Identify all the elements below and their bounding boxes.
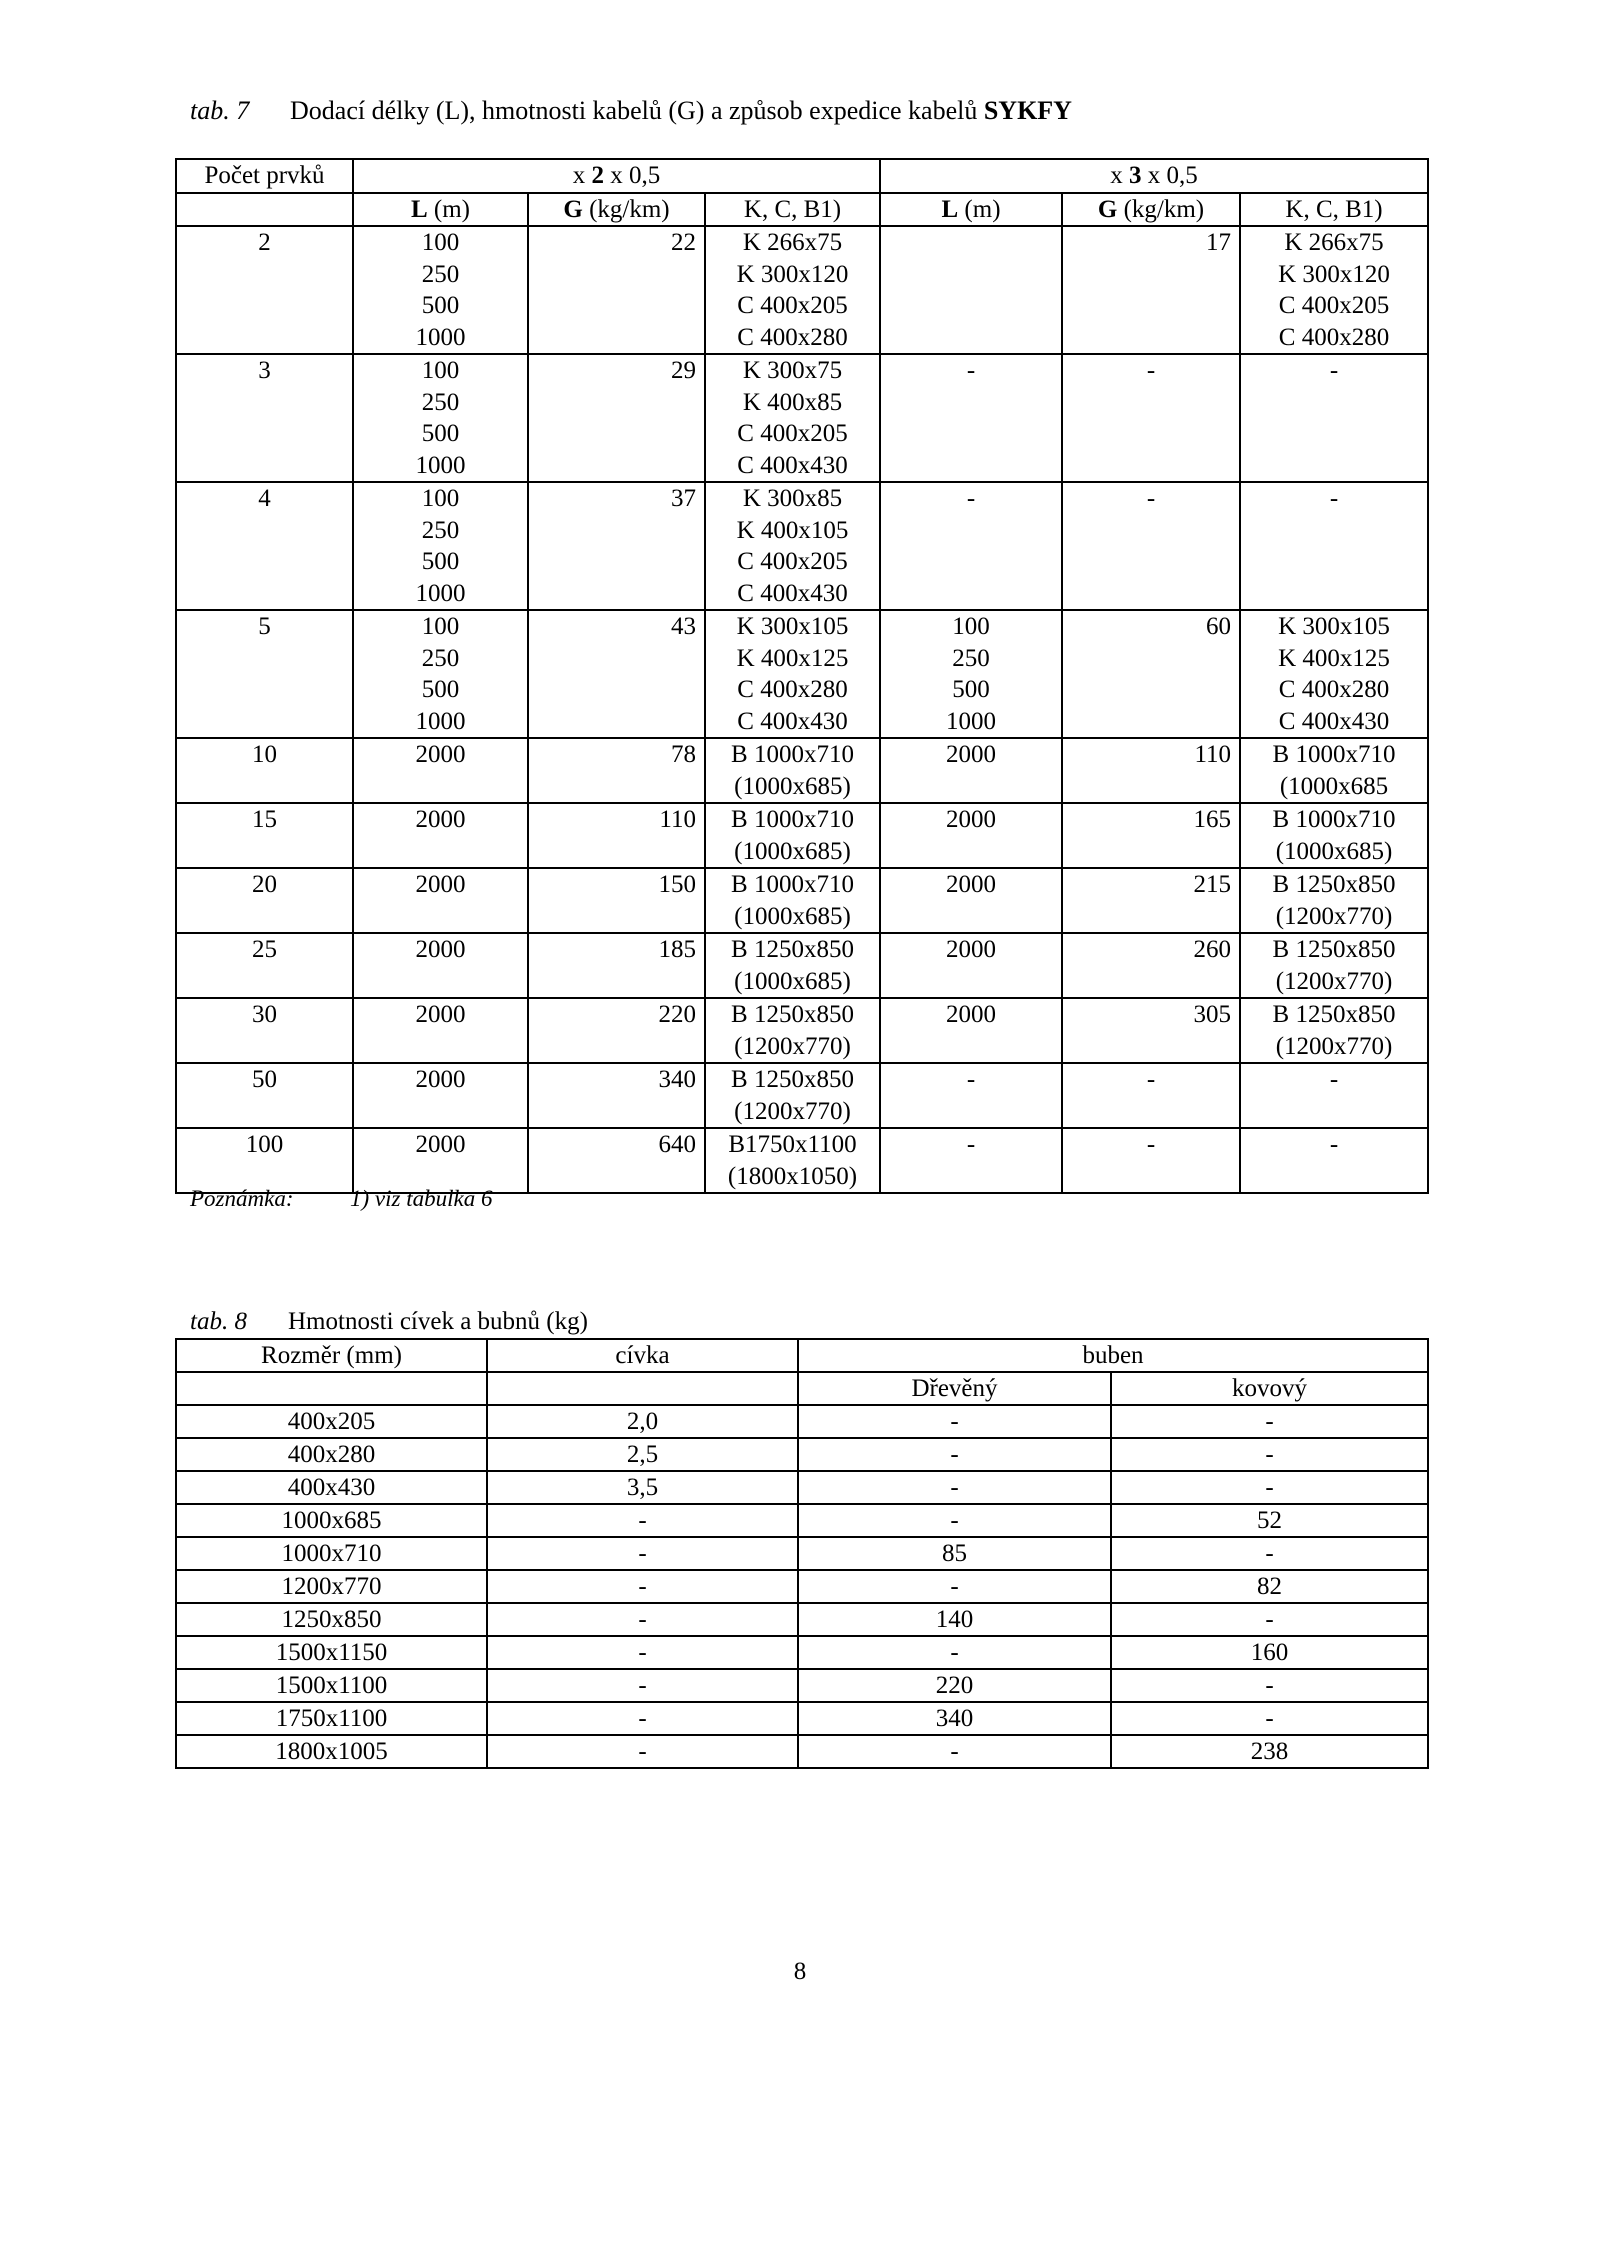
header-group-3-pre: x <box>1110 162 1130 189</box>
cell-count: 20 <box>176 868 353 933</box>
cell-l2-line: 500 <box>421 676 460 703</box>
cell-k2-line: B 1250x850 <box>731 936 854 963</box>
table-row <box>176 1504 1428 1537</box>
cell-civka: - <box>487 1735 798 1768</box>
cell-k2 <box>705 738 880 803</box>
cell-drevo: - <box>798 1405 1111 1438</box>
cell-l3-line: 100 <box>952 613 990 640</box>
cell-g2: 640 <box>528 1128 705 1193</box>
cell-k3-line: K 266x75 <box>1284 229 1384 256</box>
cell-k3 <box>1240 226 1428 354</box>
cell-g2: 220 <box>528 998 705 1063</box>
table-8-number: tab. 8 <box>190 1308 247 1335</box>
cell-l2 <box>353 1128 528 1193</box>
cell-k2-line: K 300x120 <box>736 260 849 288</box>
cell-size: 1500x1100 <box>176 1669 487 1702</box>
cell-k2-line: C 400x205 <box>737 292 848 319</box>
table-row <box>176 1603 1428 1636</box>
cell-civka: 2,5 <box>487 1438 798 1471</box>
cell-drevo: - <box>798 1735 1111 1768</box>
cell-k3-line: (1000x685 <box>1279 772 1389 800</box>
cell-l2 <box>353 803 528 868</box>
cell-l2-line: 100 <box>421 357 460 384</box>
cell-l3-line: 2000 <box>946 1001 997 1028</box>
cell-l3-line: - <box>966 1131 976 1158</box>
header-group-3x05 <box>880 159 1428 193</box>
header-size: Rozměr (mm) <box>176 1339 487 1372</box>
cell-drevo: 140 <box>798 1603 1111 1636</box>
cell-g2: 110 <box>528 803 705 868</box>
header-count-cont <box>176 193 353 227</box>
cell-kov: - <box>1111 1702 1428 1735</box>
cell-count: 3 <box>176 354 353 482</box>
table-row <box>176 1438 1428 1471</box>
cell-civka: - <box>487 1702 798 1735</box>
cell-k3-line: B 1000x710 <box>1272 741 1396 768</box>
cell-l2 <box>353 610 528 738</box>
cell-g3: 215 <box>1062 868 1240 933</box>
cell-k2 <box>705 868 880 933</box>
cell-k3 <box>1240 354 1428 482</box>
cell-k3 <box>1240 1128 1428 1193</box>
note-text: 1) viz tabulka 6 <box>350 1186 493 1211</box>
cell-l3-line: 2000 <box>946 741 997 768</box>
header-l <box>880 193 1062 227</box>
cell-k2-line: K 400x85 <box>742 388 843 416</box>
cell-k2-line: B 1000x710 <box>731 871 854 898</box>
cell-civka: - <box>487 1537 798 1570</box>
cell-l2-line: 250 <box>421 388 460 416</box>
table-row <box>176 1405 1428 1438</box>
cell-drevo: - <box>798 1438 1111 1471</box>
cell-k2-line: (1000x685) <box>734 902 851 930</box>
cell-l2 <box>353 354 528 482</box>
table-8-body <box>176 1405 1428 1768</box>
header-kcb: K, C, B1) <box>1240 193 1428 227</box>
cell-l2-line: 1000 <box>415 707 466 735</box>
header-group-2-bold: 2 <box>591 162 604 189</box>
cell-drevo: 85 <box>798 1537 1111 1570</box>
cell-l3 <box>880 226 1062 354</box>
cell-kov: - <box>1111 1438 1428 1471</box>
cell-k3-line: - <box>1329 1066 1339 1093</box>
table-row <box>176 1636 1428 1669</box>
cell-l2-line: 2000 <box>415 1131 466 1158</box>
cell-civka: - <box>487 1570 798 1603</box>
cell-k3-line: (1200x770) <box>1275 902 1393 930</box>
cell-k3-line: K 400x125 <box>1278 644 1390 672</box>
header-drevo: Dřevěný <box>798 1372 1111 1405</box>
cell-l3-line: 2000 <box>946 806 997 833</box>
cell-k3-line: B 1000x710 <box>1272 806 1396 833</box>
table-7-title <box>290 96 1072 126</box>
table-row <box>176 1735 1428 1768</box>
header-group-2-post: x 0,5 <box>604 162 661 189</box>
header-kov: kovový <box>1111 1372 1428 1405</box>
cell-k2-line: B1750x1100 <box>728 1131 857 1158</box>
page-number: 8 <box>793 1958 807 1985</box>
cell-drevo: - <box>798 1504 1111 1537</box>
cell-drevo: 220 <box>798 1669 1111 1702</box>
cell-l2-line: 2000 <box>415 871 466 898</box>
cell-count: 30 <box>176 998 353 1063</box>
table-row <box>176 482 1428 610</box>
header-kcb: K, C, B1) <box>705 193 880 227</box>
cell-k2-line: C 400x430 <box>737 451 848 479</box>
cell-k3 <box>1240 482 1428 610</box>
cell-civka: - <box>487 1669 798 1702</box>
cell-k2-line: (1000x685) <box>734 967 851 995</box>
cell-l3-line: - <box>966 357 976 384</box>
header-l <box>353 193 528 227</box>
cell-civka: 2,0 <box>487 1405 798 1438</box>
table-row <box>176 1128 1428 1193</box>
cell-count: 15 <box>176 803 353 868</box>
cell-k3-line: B 1250x850 <box>1272 871 1396 898</box>
cell-g3: - <box>1062 354 1240 482</box>
cell-kov: 160 <box>1111 1636 1428 1669</box>
cell-k3-line: C 400x280 <box>1278 323 1390 351</box>
cell-kov: - <box>1111 1405 1428 1438</box>
header-group-3-bold: 3 <box>1129 162 1142 189</box>
cell-l2-line: 100 <box>421 485 460 512</box>
cell-k2-line: B 1250x850 <box>731 1066 854 1093</box>
cell-kov: - <box>1111 1537 1428 1570</box>
cell-k2-line: C 400x205 <box>737 420 848 447</box>
header-l-bold: L <box>941 195 959 223</box>
cell-k3 <box>1240 933 1428 998</box>
cell-count: 50 <box>176 1063 353 1128</box>
cell-count: 2 <box>176 226 353 354</box>
cell-size: 400x280 <box>176 1438 487 1471</box>
header-count: Počet prvků <box>176 159 353 193</box>
cell-k2-line: C 400x280 <box>737 323 848 351</box>
cell-k2-line: (1000x685) <box>734 837 851 865</box>
header-civka: cívka <box>487 1339 798 1372</box>
cell-l2-line: 1000 <box>415 451 466 479</box>
cell-k3-line: (1000x685) <box>1275 837 1393 865</box>
cell-l2-line: 1000 <box>415 323 466 351</box>
cell-g3: 260 <box>1062 933 1240 998</box>
cell-k2-line: B 1250x850 <box>731 1001 854 1028</box>
cell-k2 <box>705 998 880 1063</box>
cell-k2 <box>705 1128 880 1193</box>
cell-kov: 82 <box>1111 1570 1428 1603</box>
cell-l2 <box>353 868 528 933</box>
cell-count: 100 <box>176 1128 353 1193</box>
table-row <box>176 354 1428 482</box>
header-g <box>1062 193 1240 227</box>
table-row <box>176 868 1428 933</box>
cell-k3-line: C 400x280 <box>1278 676 1390 703</box>
header-civka-cont <box>487 1372 798 1405</box>
header-size-cont <box>176 1372 487 1405</box>
cell-l3 <box>880 933 1062 998</box>
cell-drevo: - <box>798 1471 1111 1504</box>
cell-civka: - <box>487 1636 798 1669</box>
table-row <box>176 1570 1428 1603</box>
header-group-2-pre: x <box>572 162 592 189</box>
cell-g2: 22 <box>528 226 705 354</box>
cell-size: 1000x710 <box>176 1537 487 1570</box>
cell-l2-line: 2000 <box>415 806 466 833</box>
cell-k2-line: (1200x770) <box>734 1032 851 1060</box>
cell-k3 <box>1240 868 1428 933</box>
cell-k2-line: C 400x430 <box>737 579 848 607</box>
cell-l3-line: 2000 <box>946 871 997 898</box>
cell-k2 <box>705 482 880 610</box>
cell-l2-line: 1000 <box>415 579 466 607</box>
cell-size: 1000x685 <box>176 1504 487 1537</box>
cell-k3 <box>1240 738 1428 803</box>
cell-count: 5 <box>176 610 353 738</box>
cell-k2 <box>705 933 880 998</box>
cell-k3 <box>1240 998 1428 1063</box>
cell-k3-line: C 400x430 <box>1278 707 1390 735</box>
cell-l2-line: 2000 <box>415 1066 466 1093</box>
cell-l2-line: 250 <box>421 260 460 288</box>
cell-l2-line: 250 <box>421 644 460 672</box>
cell-l3-line: 500 <box>952 676 990 703</box>
cell-k3 <box>1240 803 1428 868</box>
cell-g2: 78 <box>528 738 705 803</box>
cell-g3: - <box>1062 1063 1240 1128</box>
cell-k3-line: - <box>1329 357 1339 384</box>
table-row <box>176 1471 1428 1504</box>
cell-k2-line: K 300x75 <box>742 357 843 384</box>
cell-count: 25 <box>176 933 353 998</box>
header-g-bold: G <box>563 195 583 223</box>
cell-g3: 60 <box>1062 610 1240 738</box>
cell-k2-line: C 400x430 <box>737 707 848 735</box>
cell-l2 <box>353 1063 528 1128</box>
header-l-unit: (m) <box>958 195 1001 223</box>
cell-k3 <box>1240 610 1428 738</box>
table-row <box>176 933 1428 998</box>
cell-size: 1800x1005 <box>176 1735 487 1768</box>
cell-l3 <box>880 803 1062 868</box>
table-7 <box>175 158 1429 1194</box>
cell-k2-line: B 1000x710 <box>731 741 854 768</box>
header-l-unit: (m) <box>427 195 471 223</box>
table-7-number: tab. 7 <box>190 96 250 125</box>
cell-l2-line: 2000 <box>415 936 466 963</box>
cell-k2-line: K 300x105 <box>736 613 849 640</box>
cell-k3-line: C 400x205 <box>1278 292 1390 319</box>
table-8-title: Hmotnosti cívek a bubnů (kg) <box>288 1308 588 1335</box>
cell-k2-line: (1000x685) <box>734 772 851 800</box>
cell-k2 <box>705 803 880 868</box>
cell-l2 <box>353 738 528 803</box>
cell-g2: 29 <box>528 354 705 482</box>
cell-l3 <box>880 1063 1062 1128</box>
cell-k3 <box>1240 1063 1428 1128</box>
cell-size: 1200x770 <box>176 1570 487 1603</box>
cell-count: 10 <box>176 738 353 803</box>
table-7-body <box>176 226 1428 1193</box>
table-row <box>176 1669 1428 1702</box>
cell-civka: 3,5 <box>487 1471 798 1504</box>
cell-l2 <box>353 482 528 610</box>
cell-g2: 185 <box>528 933 705 998</box>
cell-k2 <box>705 354 880 482</box>
cell-g2: 37 <box>528 482 705 610</box>
cell-l3-line: 2000 <box>946 936 997 963</box>
cell-k2-line: (1800x1050) <box>727 1162 858 1190</box>
cell-g2: 150 <box>528 868 705 933</box>
cell-size: 1750x1100 <box>176 1702 487 1735</box>
cell-l2-line: 100 <box>421 229 460 256</box>
cell-l2-line: 500 <box>421 548 460 575</box>
cell-l3-line: - <box>966 485 976 512</box>
header-g-bold: G <box>1097 195 1118 223</box>
cell-drevo: 340 <box>798 1702 1111 1735</box>
cell-l2-line: 250 <box>421 516 460 544</box>
cell-k2 <box>705 610 880 738</box>
cell-l3 <box>880 482 1062 610</box>
table-row <box>176 1702 1428 1735</box>
cell-k2 <box>705 1063 880 1128</box>
cell-l3 <box>880 610 1062 738</box>
cell-k3-line: (1200x770) <box>1275 967 1393 995</box>
cell-l3 <box>880 1128 1062 1193</box>
cell-size: 400x205 <box>176 1405 487 1438</box>
cell-drevo: - <box>798 1570 1111 1603</box>
cell-l2-line: 2000 <box>415 741 466 768</box>
cell-g2: 43 <box>528 610 705 738</box>
header-g-unit: (kg/km) <box>582 195 670 223</box>
cell-l2 <box>353 933 528 998</box>
table-row <box>176 803 1428 868</box>
cell-g2: 340 <box>528 1063 705 1128</box>
cell-civka: - <box>487 1603 798 1636</box>
table-7-note <box>190 1186 493 1212</box>
cell-l2-line: 2000 <box>415 1001 466 1028</box>
table-row <box>176 1063 1428 1128</box>
cell-g3: 305 <box>1062 998 1240 1063</box>
cell-l2 <box>353 998 528 1063</box>
cell-k3-line: K 300x120 <box>1278 260 1390 288</box>
table-7-caption <box>190 96 1072 126</box>
cell-g3: - <box>1062 482 1240 610</box>
cell-l3-line: 1000 <box>946 707 997 735</box>
cell-k2-line: C 400x280 <box>737 676 848 703</box>
cell-size: 400x430 <box>176 1471 487 1504</box>
table-row <box>176 998 1428 1063</box>
cell-g3: 17 <box>1062 226 1240 354</box>
cell-l3-line: 250 <box>952 644 990 672</box>
cell-k2-line: C 400x205 <box>737 548 848 575</box>
cell-kov: - <box>1111 1669 1428 1702</box>
table-row <box>176 226 1428 354</box>
table-7-title-product: SYKFY <box>983 96 1072 125</box>
cell-l3 <box>880 354 1062 482</box>
cell-k2-line: B 1000x710 <box>731 806 854 833</box>
table-row <box>176 1537 1428 1570</box>
cell-k2 <box>705 226 880 354</box>
cell-civka: - <box>487 1504 798 1537</box>
cell-k2-line: K 400x125 <box>736 644 849 672</box>
cell-g3: 110 <box>1062 738 1240 803</box>
table-8-caption <box>190 1308 588 1336</box>
cell-size: 1500x1150 <box>176 1636 487 1669</box>
cell-k3-line: K 300x105 <box>1278 613 1390 640</box>
cell-size: 1250x850 <box>176 1603 487 1636</box>
table-8 <box>175 1338 1429 1769</box>
cell-k3-line: - <box>1329 485 1339 512</box>
header-group-3-post: x 0,5 <box>1141 162 1198 189</box>
cell-l3 <box>880 998 1062 1063</box>
cell-kov: 52 <box>1111 1504 1428 1537</box>
table-7-title-text: Dodací délky (L), hmotnosti kabelů (G) a způsob expedice kabelů <box>290 96 984 125</box>
header-g-unit: (kg/km) <box>1117 195 1205 223</box>
cell-count: 4 <box>176 482 353 610</box>
header-buben: buben <box>798 1339 1428 1372</box>
cell-k2-line: K 400x105 <box>736 516 849 544</box>
cell-kov: - <box>1111 1471 1428 1504</box>
cell-k3-line: (1200x770) <box>1275 1032 1393 1060</box>
cell-l2 <box>353 226 528 354</box>
header-g <box>528 193 705 227</box>
cell-k2-line: (1200x770) <box>734 1097 851 1125</box>
cell-g3: - <box>1062 1128 1240 1193</box>
header-l-bold: L <box>410 195 428 223</box>
cell-l3 <box>880 868 1062 933</box>
cell-k3-line: B 1250x850 <box>1272 936 1396 963</box>
cell-k3-line: - <box>1329 1131 1339 1158</box>
cell-drevo: - <box>798 1636 1111 1669</box>
cell-kov: 238 <box>1111 1735 1428 1768</box>
cell-k2-line: K 300x85 <box>742 485 843 512</box>
cell-k3-line: B 1250x850 <box>1272 1001 1396 1028</box>
cell-k2-line: K 266x75 <box>742 229 843 256</box>
cell-kov: - <box>1111 1603 1428 1636</box>
cell-l2-line: 500 <box>421 292 460 319</box>
note-label: Poznámka: <box>190 1186 294 1211</box>
cell-l3-line: - <box>966 1066 976 1093</box>
cell-l3 <box>880 738 1062 803</box>
header-group-2x05 <box>353 159 880 193</box>
cell-l2-line: 100 <box>421 613 460 640</box>
cell-l2-line: 500 <box>421 420 460 447</box>
cell-g3: 165 <box>1062 803 1240 868</box>
table-row <box>176 738 1428 803</box>
table-row <box>176 610 1428 738</box>
